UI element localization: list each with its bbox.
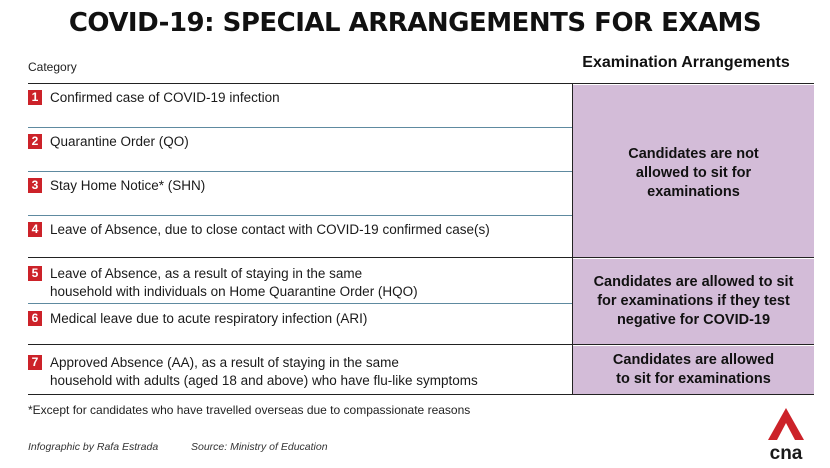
logo-text: cna xyxy=(769,443,803,462)
row-divider xyxy=(28,171,572,172)
column-divider xyxy=(572,84,573,395)
infographic-credit: Infographic by Rafa Estrada xyxy=(28,441,159,453)
arrangement-line: Candidates are allowed xyxy=(612,352,775,368)
arrangement-line: allowed to sit for xyxy=(635,165,752,181)
source-credit: Source: Ministry of Education xyxy=(191,441,328,453)
page-title: COVID-19: SPECIAL ARRANGEMENTS FOR EXAMS xyxy=(68,8,762,38)
row-number-badge: 7 xyxy=(28,355,42,370)
group-rule xyxy=(28,344,814,345)
row-text: Leave of Absence, as a result of staying in the same xyxy=(50,266,363,281)
row-text: household with individuals on Home Quarantine Order (HQO) xyxy=(50,284,418,299)
arrangement-text xyxy=(573,351,814,389)
arrangement-line: Candidates are not xyxy=(628,146,759,162)
cna-logo-icon xyxy=(764,406,808,462)
arrangement-line: for examinations if they test xyxy=(597,293,790,309)
arrangement-line: Candidates are allowed to sit xyxy=(593,274,794,290)
arrangements-header: Examination Arrangements xyxy=(582,54,790,71)
row-text: Confirmed case of COVID-19 infection xyxy=(50,90,280,105)
row-text: Approved Absence (AA), as a result of staying in the same xyxy=(50,355,399,370)
row-number-badge: 6 xyxy=(28,311,42,326)
row-number-badge: 1 xyxy=(28,90,42,105)
arrangement-text xyxy=(573,145,814,202)
row-text: Medical leave due to acute respiratory infection (ARI) xyxy=(50,311,368,326)
arrangement-text xyxy=(573,273,814,330)
row-number-badge: 2 xyxy=(28,134,42,149)
footnote: *Except for candidates who have travelled overseas due to compassionate reasons xyxy=(28,403,471,417)
arrangement-line: examinations xyxy=(647,184,740,200)
row-number-badge: 5 xyxy=(28,266,42,281)
row-text: Leave of Absence, due to close contact with COVID-19 confirmed case(s) xyxy=(50,222,490,237)
row-text: Quarantine Order (QO) xyxy=(50,134,189,149)
row-text: Stay Home Notice* (SHN) xyxy=(50,178,206,193)
arrangement-line: to sit for examinations xyxy=(616,371,771,387)
row-number-badge: 4 xyxy=(28,222,42,237)
group-rule xyxy=(28,257,814,258)
cna-logo xyxy=(764,406,808,462)
row-divider xyxy=(28,127,572,128)
header-rule xyxy=(28,83,814,84)
arrangement-line: negative for COVID-19 xyxy=(616,312,771,328)
bottom-rule xyxy=(28,394,814,395)
row-text: household with adults (aged 18 and above) who have flu-like symptoms xyxy=(50,373,478,388)
row-divider xyxy=(28,215,572,216)
row-divider xyxy=(28,303,572,304)
category-header: Category xyxy=(28,60,77,74)
row-number-badge: 3 xyxy=(28,178,42,193)
